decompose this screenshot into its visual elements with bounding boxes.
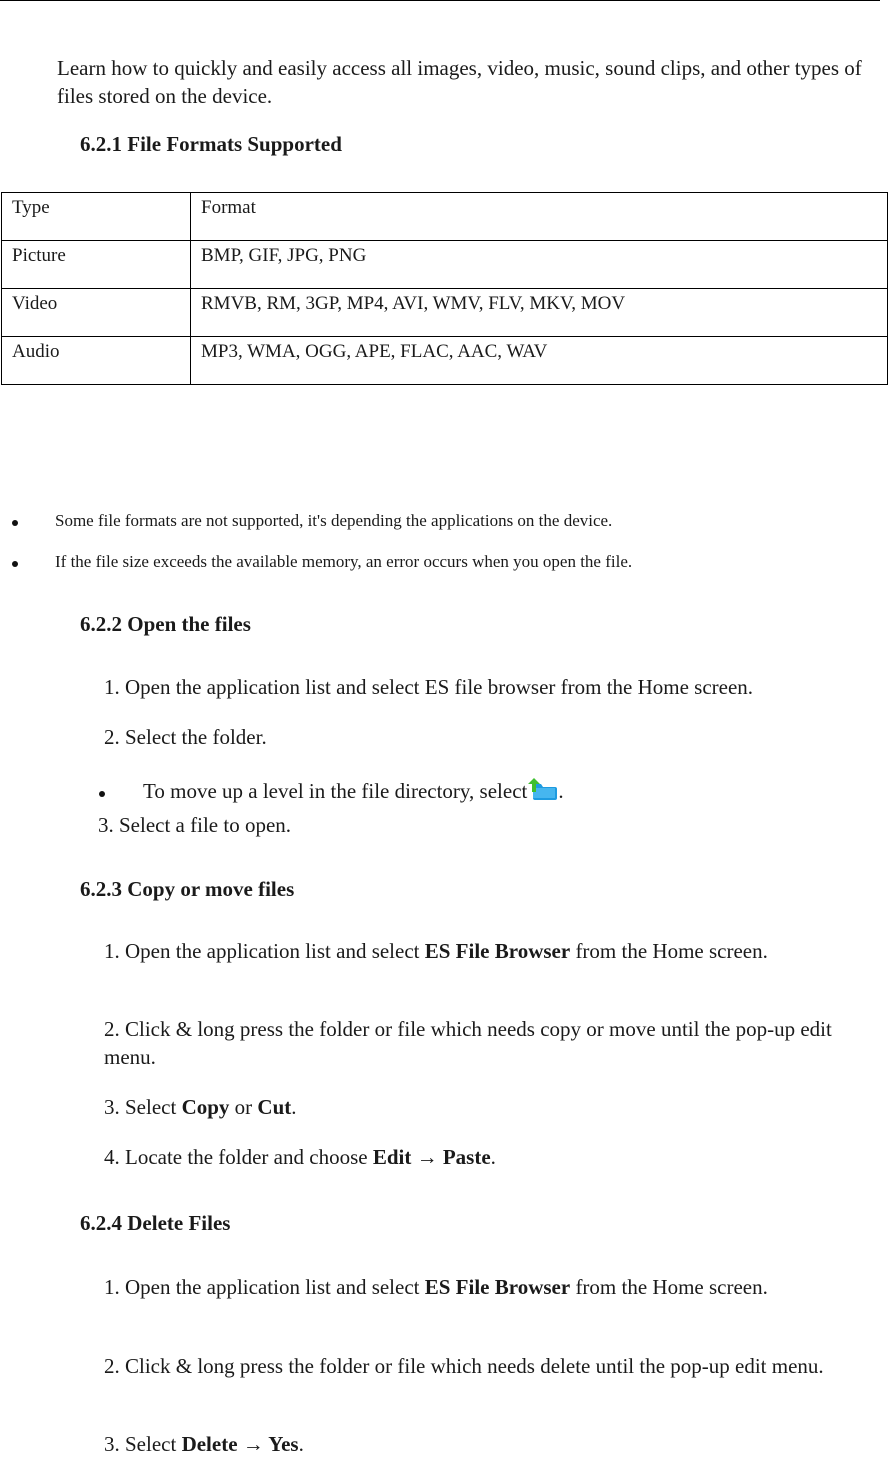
section-6-2-3-heading: 6.2.3 Copy or move files	[80, 877, 295, 901]
table-cell-format: BMP, GIF, JPG, PNG	[191, 241, 888, 289]
copy-step-3	[104, 1093, 297, 1121]
table-cell-format: MP3, WMA, OGG, APE, FLAC, AAC, WAV	[191, 337, 888, 385]
copy-step-3-or: or	[229, 1095, 258, 1119]
intro-paragraph: Learn how to quickly and easily access all images, video, music, sound clips, and other types of files stored on the device.	[57, 56, 862, 108]
copy-step-3-text: 3. Select	[104, 1095, 182, 1119]
note-file-size: If the file size exceeds the available memory, an error occurs when you open the file.	[55, 552, 633, 571]
copy-step-1-text: 1. Open the application list and select	[104, 939, 425, 963]
folder-up-icon	[527, 778, 557, 800]
delete-step-1-text-end: from the Home screen.	[570, 1275, 768, 1299]
table-header-cell: Format	[191, 193, 888, 241]
delete-step-1	[104, 1273, 864, 1301]
copy-step-3-copy: Copy	[181, 1095, 230, 1119]
copy-step-2: 2. Click & long press the folder or file which needs copy or move until the pop-up edit menu.	[104, 1017, 832, 1069]
copy-step-4	[104, 1143, 496, 1171]
delete-step-3-delete-yes: Delete → Yes	[181, 1432, 299, 1456]
section-6-2-4-heading: 6.2.4 Delete Files	[80, 1211, 231, 1235]
copy-step-1	[104, 937, 864, 965]
bullet-icon	[99, 791, 105, 797]
open-step-1: 1. Open the application list and select ES file browser from the Home screen.	[104, 675, 754, 699]
open-bullet-text: To move up a level in the file directory, select	[143, 779, 528, 803]
delete-step-3-end: .	[298, 1432, 304, 1456]
copy-step-4-edit-paste: Edit → Paste	[372, 1145, 491, 1169]
open-bullet-up-level	[143, 777, 564, 805]
table-row	[2, 241, 888, 289]
table-cell-type: Picture	[2, 241, 191, 289]
copy-step-1-text-end: from the Home screen.	[570, 939, 768, 963]
copy-step-4-text: 4. Locate the folder and choose	[104, 1145, 373, 1169]
note-unsupported-formats: Some file formats are not supported, it's depending the applications on the device.	[55, 511, 613, 530]
copy-step-3-end: .	[291, 1095, 297, 1119]
table-cell-type: Video	[2, 289, 191, 337]
delete-step-3	[104, 1430, 304, 1458]
copy-step-4-end: .	[490, 1145, 496, 1169]
table-row	[2, 337, 888, 385]
delete-step-2: 2. Click & long press the folder or file which needs delete until the pop-up edit menu.	[104, 1354, 824, 1378]
top-rule	[0, 0, 880, 1]
table-cell-format: RMVB, RM, 3GP, MP4, AVI, WMV, FLV, MKV, MOV	[191, 289, 888, 337]
open-step-3: 3. Select a file to open.	[98, 813, 292, 837]
open-step-2: 2. Select the folder.	[104, 725, 267, 749]
section-6-2-2-heading: 6.2.2 Open the files	[80, 612, 251, 636]
section-6-2-1-heading: 6.2.1 File Formats Supported	[80, 132, 342, 156]
table-row	[2, 289, 888, 337]
delete-step-3-text: 3. Select	[104, 1432, 182, 1456]
delete-step-1-text: 1. Open the application list and select	[104, 1275, 425, 1299]
file-formats-table	[1, 192, 888, 385]
table-header-cell: Type	[2, 193, 191, 241]
table-header-row	[2, 193, 888, 241]
bullet-icon	[12, 520, 18, 526]
table-cell-type: Audio	[2, 337, 191, 385]
copy-step-1-app: ES File Browser	[424, 939, 571, 963]
delete-step-1-app: ES File Browser	[424, 1275, 571, 1299]
bullet-icon	[12, 561, 18, 567]
copy-step-3-cut: Cut	[257, 1095, 292, 1119]
open-bullet-end: .	[558, 779, 564, 803]
